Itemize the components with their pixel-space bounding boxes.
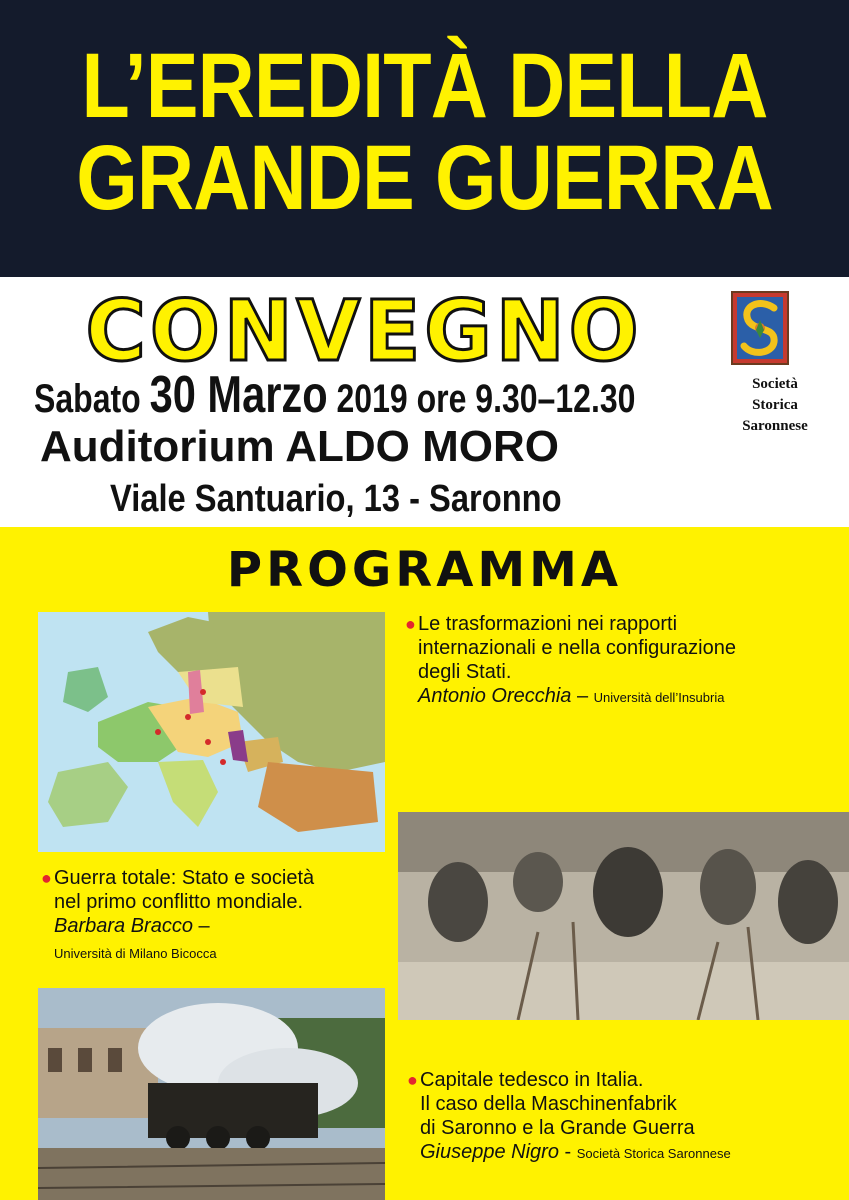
illuminated-letter-s-icon	[730, 290, 790, 366]
program-heading: PROGRAMMA	[226, 542, 623, 598]
item-1-affiliation: Università dell’Insubria	[593, 690, 725, 705]
bullet-icon: ●	[41, 868, 52, 888]
organizer-name	[720, 374, 830, 437]
event-venue: Auditorium ALDO MORO	[40, 422, 559, 471]
organizer-line-2: Storica	[752, 397, 798, 413]
item-1-line-1: Le trasformazioni nei rapporti	[418, 613, 678, 635]
organizer-line-3: Saronnese	[742, 418, 808, 434]
item-1-line-3: degli Stati.	[418, 661, 512, 683]
item-2-line-2: nel primo conflitto mondiale.	[54, 891, 304, 913]
bullet-icon: ●	[405, 614, 416, 634]
europe-map-image	[38, 612, 385, 852]
title-line-2: GRANDE GUERRA	[76, 127, 773, 229]
program-item-2: ● Guerra totale: Stato e società nel primo conflitto mondiale. Barbara Bracco – Università di Milano Bicocca	[54, 866, 314, 966]
steam-train-photo	[38, 988, 385, 1200]
item-3-line-2: Il caso della Maschinenfabrik	[420, 1093, 677, 1115]
item-2-affiliation: Università di Milano Bicocca	[54, 946, 217, 961]
item-3-line-3: di Saronno e la Grande Guerra	[420, 1117, 695, 1139]
event-type-heading: CONVEGNO	[85, 282, 643, 380]
date-year-time: 2019 ore 9.30–12.30	[327, 377, 636, 421]
item-2-line-1: Guerra totale: Stato e società	[54, 867, 315, 889]
item-1-speaker: Antonio Orecchia	[418, 685, 572, 707]
date-day: 30 Marzo	[149, 366, 328, 424]
program-item-1: ● Le trasformazioni nei rapporti internazionali e nella configurazione degli Stati. Antonio Orecchia – Università dell’Insubria	[405, 613, 736, 707]
program-item-3: ● Capitale tedesco in Italia. Il caso della Maschinenfabrik di Saronno e la Grande Guerra Giuseppe Nigro - Società Storica Saronnese	[407, 1069, 731, 1163]
event-date	[34, 366, 636, 426]
item-3-affiliation: Società Storica Saronnese	[576, 1146, 731, 1161]
organizer-line-1: Società	[752, 376, 798, 392]
title-line-1: L’EREDITÀ DELLA	[81, 35, 768, 137]
event-address: Viale Santuario, 13 - Saronno	[110, 478, 562, 520]
item-3-speaker: Giuseppe Nigro	[420, 1141, 559, 1163]
date-prefix: Sabato	[34, 377, 150, 421]
item-1-line-2: internazionali e nella configurazione	[418, 637, 736, 659]
item-2-speaker: Barbara Bracco	[54, 915, 193, 937]
factory-workers-photo	[398, 812, 849, 1020]
bullet-icon: ●	[407, 1070, 418, 1090]
item-3-line-1: Capitale tedesco in Italia.	[420, 1069, 644, 1091]
